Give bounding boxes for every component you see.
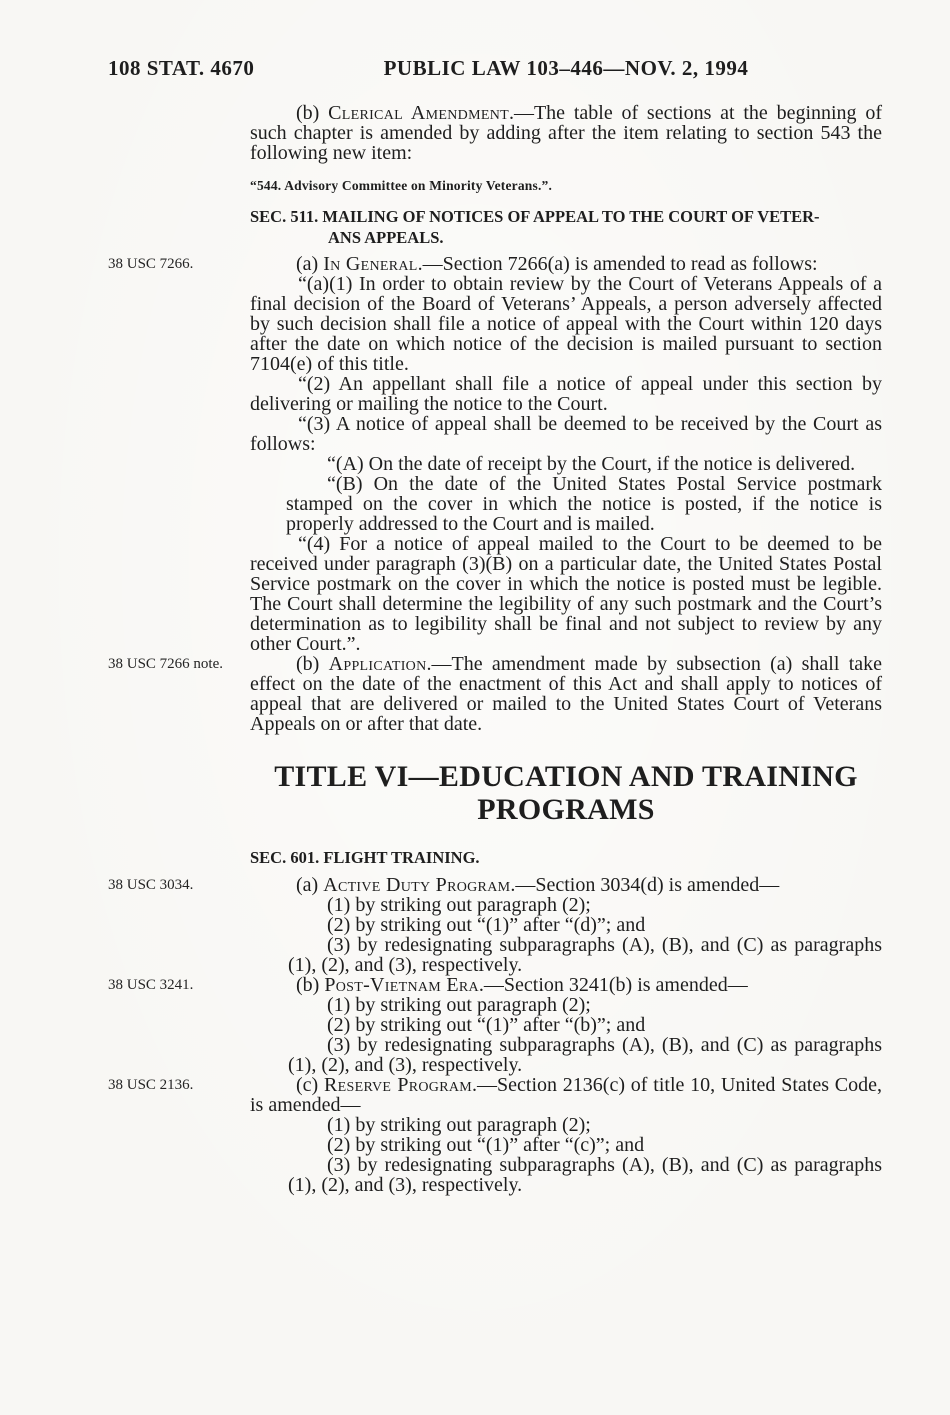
title-vi-heading-line2: PROGRAMS (477, 793, 655, 826)
para-term: Application (328, 653, 427, 675)
para-term: Reserve Program (324, 1074, 473, 1096)
subsection-b-post-vietnam (108, 974, 882, 996)
paragraph-post-vietnam-era (250, 975, 882, 995)
list-item: (3) by redesignating subparagraphs (A), (B), and (C) as paragraphs (1), (2), and (3), respectively. (288, 1034, 882, 1076)
quoted-paragraph-4: “(4) For a notice of appeal mailed to the Court to be deemed to be received under paragraph (3)(B) on a particular date, the United States Postal Service postmark on the cover in which the notice is posted must be legible. The Court shall determine the legibility of any such postmark and the Court’s determination as to legibility shall be final and not subject to review by any other Court.”. (250, 533, 882, 655)
quoted-paragraph-a1: “(a)(1) In order to obtain review by the Court of Veterans Appeals of a final decision of the Board of Veterans’ Appeals, a person adversely affected by such decision shall file a notice of appeal with the Court within 120 days after the date on which notice of the decision is mailed pursuant to section 7104(e) of this title. (250, 273, 882, 375)
text-column (108, 102, 883, 1196)
section-511-heading (250, 206, 882, 248)
para-text: .—Section 7266(a) is amended to read as follows: (417, 253, 818, 275)
margin-note-38-usc-3034: 38 USC 3034. (108, 877, 194, 893)
list-item: (2) by striking out “(1)” after “(c)”; and (327, 1134, 645, 1156)
paragraph-clerical-amendment (250, 103, 882, 163)
para-text: .—Section 2136(c) of title 10, United States Code, is amended— (250, 1074, 883, 1116)
paragraph-in-general (250, 254, 882, 274)
margin-note-38-usc-2136: 38 USC 2136. (108, 1077, 194, 1093)
list-item: (3) by redesignating subparagraphs (A), (B), and (C) as paragraphs (1), (2), and (3), respectively. (288, 934, 882, 976)
paragraph-active-duty-program (250, 875, 882, 895)
subsection-a-active-duty (108, 874, 882, 896)
para-number: (a) (296, 874, 324, 896)
para-number: (c) (296, 1074, 325, 1096)
para-text: .—The table of sections at the beginning of such chapter is amended by adding after the item relating to section 543 the following new item: (250, 102, 882, 164)
running-header (0, 56, 950, 86)
para-number: (b) (296, 653, 329, 675)
section-511-heading-line1: SEC. 511. MAILING OF NOTICES OF APPEAL TO THE COURT OF VETER- (250, 207, 820, 226)
margin-note-38-usc-7266-note: 38 USC 7266 note. (108, 656, 224, 672)
para-number: (b) (296, 102, 329, 124)
list-item: (1) by striking out paragraph (2); (327, 894, 591, 916)
list-item: (2) by striking out “(1)” after “(d)”; and (327, 914, 646, 936)
para-number: (b) (296, 974, 325, 996)
margin-note-38-usc-7266: 38 USC 7266. (108, 256, 194, 272)
public-law-header: PUBLIC LAW 103–446—NOV. 2, 1994 (383, 56, 749, 80)
quoted-subparagraph-B: “(B) On the date of the United States Postal Service postmark stamped on the cover in which the notice is posted, if the notice is properly addressed to the Court and is mailed. (286, 473, 882, 535)
list-item: (2) by striking out “(1)” after “(b)”; and (327, 1014, 646, 1036)
margin-note-38-usc-3241: 38 USC 3241. (108, 977, 194, 993)
list-item: (1) by striking out paragraph (2); (327, 994, 591, 1016)
quoted-paragraph-3: “(3) A notice of appeal shall be deemed to be received by the Court as follows: (250, 413, 882, 455)
title-vi-heading-line1: TITLE VI—EDUCATION AND TRAINING (274, 760, 858, 793)
para-term: Post-Vietnam Era (324, 974, 479, 996)
list-item: (1) by striking out paragraph (2); (327, 1114, 591, 1136)
para-term: In General (323, 253, 418, 275)
stat-page-number: 108 STAT. 4670 (108, 56, 255, 80)
para-term: Active Duty Program (323, 874, 511, 896)
paragraph-reserve-program (250, 1075, 882, 1115)
para-text: .—The amendment made by subsection (a) shall take effect on the date of the enactment of this Act and shall apply to notices of appeal that are delivered or mailed to the United States Court of Veterans Appeals on or after that date. (250, 653, 882, 735)
subsection-a-in-general (108, 253, 882, 275)
table-of-sections-new-item: “544. Advisory Committee on Minority Veterans.”. (250, 178, 553, 193)
quoted-paragraph-2: “(2) An appellant shall file a notice of appeal under this section by delivering or mailing the notice to the Court. (250, 373, 882, 415)
title-vi-heading (250, 760, 882, 826)
section-601-heading: SEC. 601. FLIGHT TRAINING. (250, 848, 480, 867)
para-text: .—Section 3241(b) is amended— (478, 974, 748, 996)
quoted-subparagraph-A: “(A) On the date of receipt by the Court, if the notice is delivered. (327, 453, 856, 475)
para-number: (a) (296, 253, 324, 275)
list-item: (3) by redesignating subparagraphs (A), (B), and (C) as paragraphs (1), (2), and (3), respectively. (288, 1154, 882, 1196)
section-511-heading-line2: ANS APPEALS. (328, 228, 444, 247)
para-text: .—Section 3034(d) is amended— (510, 874, 780, 896)
paragraph-application (250, 654, 882, 734)
para-term: Clerical Amendment (328, 102, 509, 124)
subsection-c-reserve (108, 1074, 883, 1116)
subsection-b-application (108, 653, 882, 735)
